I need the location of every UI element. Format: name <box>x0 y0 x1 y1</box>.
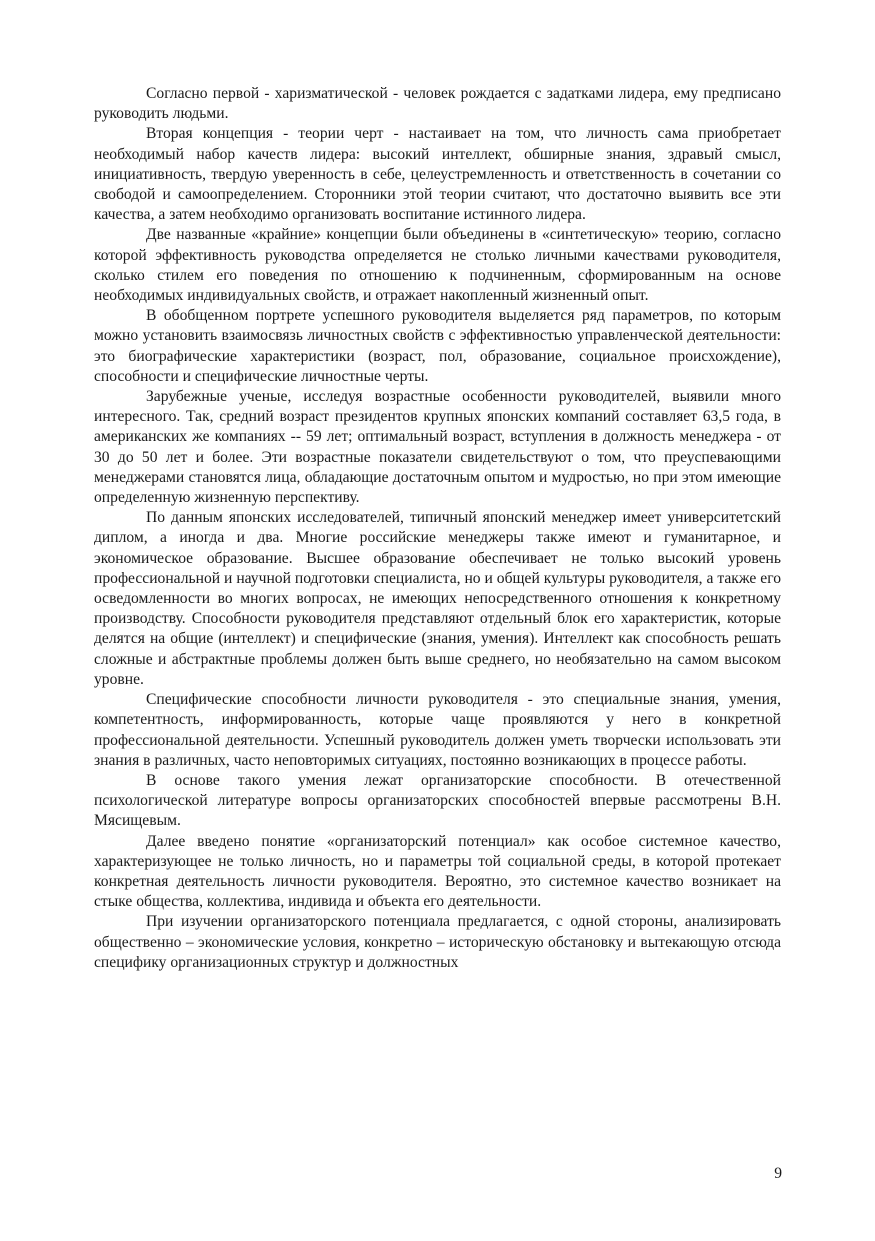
paragraph-2: Вторая концепция - теории черт - настаивает на том, что личность сама приобретает необходимый набор качеств лидера: высокий интеллект, обширные знания, здравый смысл, инициативность, твердую уверенность в себе, целеустремленность и ответственность в сочетании со свободой и самоопределением. Сторонники этой теории считают, что достаточно выявить все эти качества, а затем необходимо организовать воспитание истинного лидера. <box>94 125 781 224</box>
paragraph-7: Специфические способности личности руководителя - это специальные знания, умения, компетентность, информированность, которые чаще проявляются у него в конкретной профессиональной деятельности. Успешный руководитель должен уметь творчески использовать эти знания в различных, часто неповторимых ситуациях, постоянно возникающих в процессе работы. <box>94 691 781 769</box>
paragraph-8: В основе такого умения лежат организаторские способности. В отечественной психологической литературе вопросы организаторских способностей впервые рассмотрены В.Н. Мясищевым. <box>94 771 781 830</box>
paragraph-6: По данным японских исследователей, типичный японский менеджер имеет университетский диплом, а иногда и два. Многие российские менеджеры также имеют и гуманитарное, и экономическое образование. Высшее образование обеспечивает не только высокий уровень профессиональной и научной подготовки специалиста, но и общей культуры руководителя, а также его осведомленности во многих вопросах, не имеющих непосредственного отношения к конкретному производству. Способности руководителя представляют отдельный блок его характеристик, которые делятся на общие (интеллект) и специфические (знания, умения). Интеллект как способность решать сложные и абстрактные проблемы должен быть выше среднего, но необязательно на самом высоком уровне. <box>94 509 781 688</box>
paragraph-9: Далее введено понятие «организаторский потенциал» как особое системное качество, характеризующее не только личность, но и параметры той социальной среды, в которой протекает конкретная деятельность личности руководителя. Вероятно, это системное качество возникает на стыке общества, коллектива, индивида и объекта его деятельности. <box>94 832 781 911</box>
paragraph-10: При изучении организаторского потенциала предлагается, с одной стороны, анализировать общественно – экономические условия, конкретно – историческую обстановку и вытекающую отсюда специфику организационных структур и должностных <box>94 913 781 971</box>
paragraph-3: Две названные «крайние» концепции были объединены в «синтетическую» теорию, согласно которой эффективность руководства определяется не столько личными качествами руководителя, сколько стилем его поведения по отношению к подчиненным, сформированным на основе необходимых индивидуальных свойств, и отражает накопленный жизненный опыт. <box>94 226 781 305</box>
body-text <box>94 84 781 973</box>
page-number: 9 <box>774 1165 782 1182</box>
paragraph-1: Согласно первой - харизматической - человек рождается с задатками лидера, ему предписано руководить людьми. <box>94 85 781 123</box>
paragraph-4: В обобщенном портрете успешного руководителя выделяется ряд параметров, по которым можно установить взаимосвязь личностных свойств с эффективностью управленческой деятельности: это биографические характеристики (возраст, пол, образование, социальное происхождение), способности и специфические личностные черты. <box>94 307 781 385</box>
paragraph-5: Зарубежные ученые, исследуя возрастные особенности руководителей, выявили много интересного. Так, средний возраст президентов крупных японских компаний составляет 63,5 года, в американских же компаниях -- 59 лет; оптимальный возраст, вступления в должность менеджера - от 30 до 50 лет и более. Эти возрастные показатели свидетельствуют о том, что преуспевающими менеджерами становятся лица, обладающие достаточным опытом и мудростью, но при этом имеющие определенную жизненную перспективу. <box>94 388 781 507</box>
